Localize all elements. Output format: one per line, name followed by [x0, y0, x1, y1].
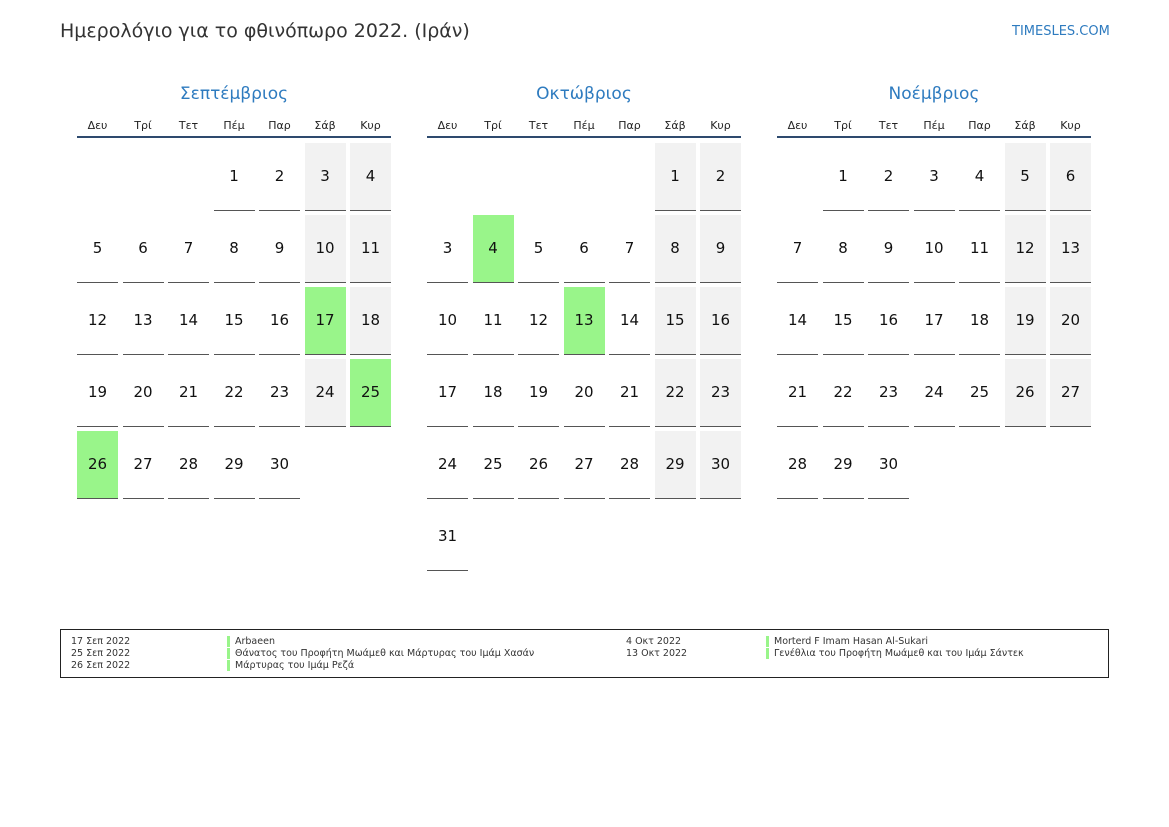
- day-cell: 21: [777, 359, 818, 427]
- legend-date: 25 Σεπ 2022: [71, 648, 131, 659]
- day-cell: 29: [655, 431, 696, 499]
- day-cell: 1: [214, 143, 255, 211]
- day-cell: 23: [868, 359, 909, 427]
- weekday-label: Παρ: [618, 119, 641, 132]
- day-cell: 1: [823, 143, 864, 211]
- weekday-header: [77, 108, 391, 138]
- day-cell: 10: [914, 215, 955, 283]
- weekday-label: Πέμ: [923, 119, 945, 132]
- legend-date: 26 Σεπ 2022: [71, 660, 131, 671]
- holiday-legend: [60, 629, 1109, 678]
- day-cell: 24: [914, 359, 955, 427]
- days-grid: [777, 138, 1091, 499]
- day-cell: 7: [168, 215, 209, 283]
- day-cell: 21: [609, 359, 650, 427]
- day-cell: 17: [427, 359, 468, 427]
- day-cell: 16: [259, 287, 300, 355]
- day-cell: 21: [168, 359, 209, 427]
- day-cell: 12: [1005, 215, 1046, 283]
- day-cell: 6: [123, 215, 164, 283]
- day-cell: 12: [77, 287, 118, 355]
- day-cell: 8: [823, 215, 864, 283]
- day-cell: 28: [777, 431, 818, 499]
- day-cell: 5: [518, 215, 559, 283]
- day-cell: 29: [823, 431, 864, 499]
- day-cell: 14: [777, 287, 818, 355]
- days-grid: [77, 138, 391, 499]
- holiday-day-cell: 4: [473, 215, 514, 283]
- day-cell: 8: [655, 215, 696, 283]
- legend-date: 17 Σεπ 2022: [71, 636, 131, 647]
- day-cell: 20: [564, 359, 605, 427]
- day-cell: 17: [914, 287, 955, 355]
- weekday-header: [777, 108, 1091, 138]
- day-cell: 18: [350, 287, 391, 355]
- day-cell: 7: [609, 215, 650, 283]
- day-cell: 10: [305, 215, 346, 283]
- day-cell: 31: [427, 503, 468, 571]
- month-calendar: [427, 80, 741, 571]
- day-cell: 1: [655, 143, 696, 211]
- day-cell: 28: [609, 431, 650, 499]
- day-cell: 22: [655, 359, 696, 427]
- day-cell: 4: [959, 143, 1000, 211]
- day-cell: 20: [123, 359, 164, 427]
- days-grid: [427, 138, 741, 571]
- day-cell: 9: [259, 215, 300, 283]
- day-cell: 5: [1005, 143, 1046, 211]
- day-cell: 5: [77, 215, 118, 283]
- weekday-label: Δευ: [787, 119, 808, 132]
- holiday-day-cell: 17: [305, 287, 346, 355]
- legend-holiday-name: Γενέθλια του Προφήτη Μωάμεθ και του Ιμάμ Σάντεκ: [766, 648, 1024, 659]
- day-cell: 11: [473, 287, 514, 355]
- day-cell: 26: [518, 431, 559, 499]
- empty-day-cell: [518, 143, 559, 210]
- holiday-day-cell: 26: [77, 431, 118, 499]
- weekday-label: Πέμ: [223, 119, 245, 132]
- empty-day-cell: [473, 143, 514, 210]
- weekday-label: Πέμ: [573, 119, 595, 132]
- day-cell: 20: [1050, 287, 1091, 355]
- month-calendar: [77, 80, 391, 499]
- day-cell: 18: [959, 287, 1000, 355]
- legend-holiday-name: Arbaeen: [227, 636, 275, 647]
- empty-day-cell: [609, 143, 650, 210]
- weekday-label: Παρ: [268, 119, 291, 132]
- day-cell: 2: [868, 143, 909, 211]
- holiday-day-cell: 13: [564, 287, 605, 355]
- day-cell: 27: [1050, 359, 1091, 427]
- day-cell: 15: [214, 287, 255, 355]
- weekday-label: Σάβ: [314, 119, 336, 132]
- weekday-label: Τετ: [528, 119, 549, 132]
- day-cell: 11: [350, 215, 391, 283]
- day-cell: 28: [168, 431, 209, 499]
- weekday-label: Παρ: [968, 119, 991, 132]
- empty-day-cell: [777, 143, 818, 210]
- day-cell: 23: [700, 359, 741, 427]
- legend-date: 13 Οκτ 2022: [626, 648, 688, 659]
- day-cell: 3: [305, 143, 346, 211]
- day-cell: 26: [1005, 359, 1046, 427]
- day-cell: 24: [427, 431, 468, 499]
- day-cell: 27: [123, 431, 164, 499]
- day-cell: 30: [868, 431, 909, 499]
- legend-date: 4 Οκτ 2022: [626, 636, 682, 647]
- day-cell: 19: [1005, 287, 1046, 355]
- day-cell: 13: [1050, 215, 1091, 283]
- legend-holiday-name: Μάρτυρας του Ιμάμ Ρεζά: [227, 660, 354, 671]
- brand-link[interactable]: TIMESLES.COM: [1012, 24, 1110, 39]
- day-cell: 3: [427, 215, 468, 283]
- day-cell: 9: [700, 215, 741, 283]
- weekday-label: Δευ: [437, 119, 458, 132]
- weekday-label: Τετ: [178, 119, 199, 132]
- day-cell: 4: [350, 143, 391, 211]
- day-cell: 9: [868, 215, 909, 283]
- empty-day-cell: [168, 143, 209, 210]
- month-calendar: [777, 80, 1091, 499]
- day-cell: 19: [518, 359, 559, 427]
- day-cell: 19: [77, 359, 118, 427]
- day-cell: 27: [564, 431, 605, 499]
- day-cell: 8: [214, 215, 255, 283]
- weekday-header: [427, 108, 741, 138]
- day-cell: 12: [518, 287, 559, 355]
- weekday-label: Σάβ: [664, 119, 686, 132]
- empty-day-cell: [564, 143, 605, 210]
- holiday-day-cell: 25: [350, 359, 391, 427]
- weekday-label: Κυρ: [360, 119, 381, 132]
- empty-day-cell: [123, 143, 164, 210]
- day-cell: 13: [123, 287, 164, 355]
- legend-holiday-name: Morterd F Imam Hasan Al-Sukari: [766, 636, 928, 647]
- weekday-label: Δευ: [87, 119, 108, 132]
- day-cell: 29: [214, 431, 255, 499]
- day-cell: 15: [655, 287, 696, 355]
- day-cell: 24: [305, 359, 346, 427]
- day-cell: 25: [473, 431, 514, 499]
- empty-day-cell: [427, 143, 468, 210]
- day-cell: 15: [823, 287, 864, 355]
- month-name: Οκτώβριος: [536, 84, 632, 104]
- page-title: Ημερολόγιο για το φθινόπωρο 2022. (Ιράν): [60, 20, 470, 42]
- day-cell: 14: [609, 287, 650, 355]
- day-cell: 11: [959, 215, 1000, 283]
- weekday-label: Τετ: [878, 119, 899, 132]
- day-cell: 30: [700, 431, 741, 499]
- day-cell: 25: [959, 359, 1000, 427]
- day-cell: 2: [700, 143, 741, 211]
- day-cell: 23: [259, 359, 300, 427]
- weekday-label: Κυρ: [1060, 119, 1081, 132]
- weekday-label: Τρί: [484, 119, 502, 132]
- day-cell: 18: [473, 359, 514, 427]
- day-cell: 16: [700, 287, 741, 355]
- day-cell: 14: [168, 287, 209, 355]
- day-cell: 2: [259, 143, 300, 211]
- day-cell: 30: [259, 431, 300, 499]
- month-name: Σεπτέμβριος: [179, 84, 289, 104]
- weekday-label: Σάβ: [1014, 119, 1036, 132]
- day-cell: 3: [914, 143, 955, 211]
- day-cell: 22: [214, 359, 255, 427]
- weekday-label: Κυρ: [710, 119, 731, 132]
- empty-day-cell: [77, 143, 118, 210]
- day-cell: 6: [1050, 143, 1091, 211]
- day-cell: 22: [823, 359, 864, 427]
- day-cell: 10: [427, 287, 468, 355]
- weekday-label: Τρί: [134, 119, 152, 132]
- month-name: Νοέμβριος: [888, 84, 980, 104]
- weekday-label: Τρί: [834, 119, 852, 132]
- legend-holiday-name: Θάνατος του Προφήτη Μωάμεθ και Μάρτυρας του Ιμάμ Χασάν: [227, 648, 534, 659]
- day-cell: 7: [777, 215, 818, 283]
- day-cell: 16: [868, 287, 909, 355]
- day-cell: 6: [564, 215, 605, 283]
